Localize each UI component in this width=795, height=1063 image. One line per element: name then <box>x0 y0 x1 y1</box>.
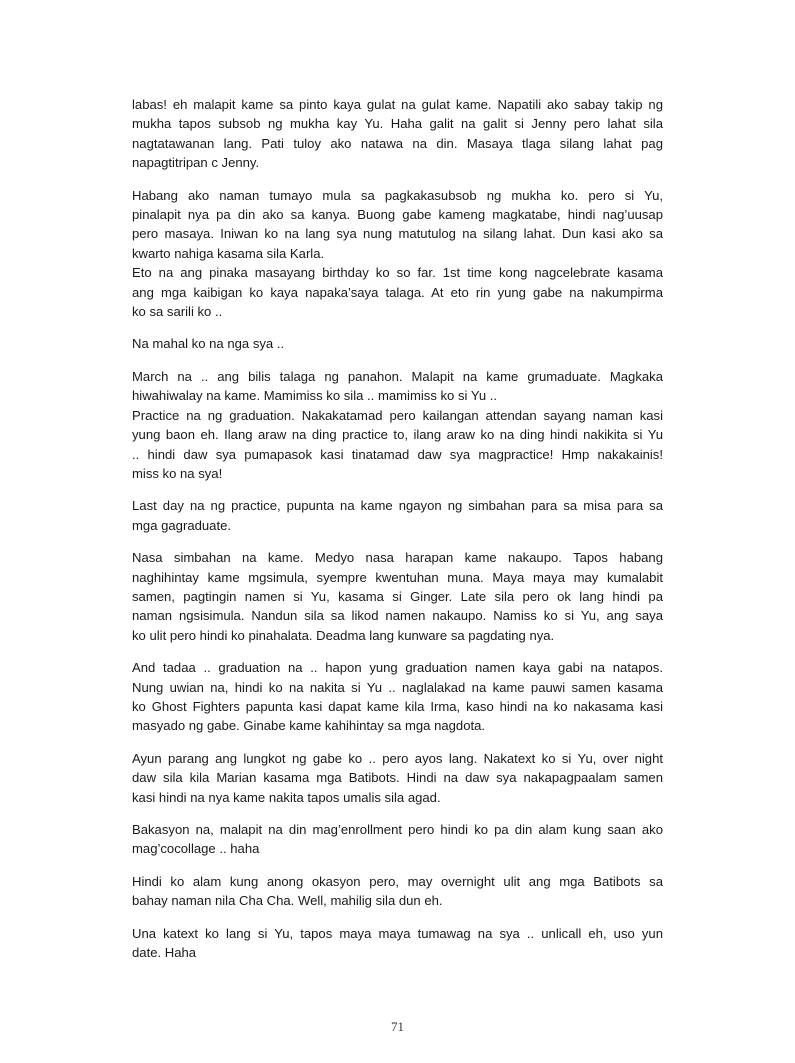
text-line: Na mahal ko na nga sya .. <box>132 336 285 352</box>
text-line: mag’cocollage .. haha <box>132 841 260 857</box>
text-line: Habang ako naman tumayo mula sa pagkakasubsob ng mukha ko. pero si Yu, <box>132 187 663 203</box>
text-line: Bakasyon na, malapit na din mag’enrollment pero hindi ko pa din alam kung saan ako <box>132 822 663 837</box>
text-line: Ayun parang ang lungkot ng gabe ko .. pero ayos lang. Nakatext ko si Yu, over night <box>132 750 663 766</box>
text-line: ang mga kaibigan ko kaya napaka’saya talaga. At eto rin yung gabe na nakumpirma <box>132 284 663 300</box>
text-line: Hindi ko alam kung anong okasyon pero, may overnight ulit ang mga Batibots sa <box>132 873 663 889</box>
text-line: date. Haha <box>132 945 197 961</box>
text-line: ko Ghost Fighters papunta kasi dapat kame kila Irma, kaso hindi na ko nakasama kasi <box>132 698 663 714</box>
text-line: Eto na ang pinaka masayang birthday ko so far. 1st time kong nagcelebrate kasama <box>132 265 663 281</box>
text-line: pero masaya. Iniwan ko na lang sya nung matutulog na silang lahat. Dun kasi ako sa <box>132 226 663 242</box>
text-line: ko sa sarili ko .. <box>132 304 223 320</box>
text-line: .. hindi daw sya pumapasok kasi tinatamad daw sya magpractice! Hmp nakakainis! <box>132 446 663 462</box>
text-line: masyado ng gabe. Ginabe kame kahihintay sa mga nagdota. <box>132 718 486 734</box>
text-line: miss ko na sya! <box>132 465 223 481</box>
text-line: ko ulit pero hindi ko pinahalata. Deadma lang kunware sa pagdating nya. <box>132 627 555 643</box>
text-line: And tadaa .. graduation na .. hapon yung graduation namen kaya gabi na natapos. <box>132 660 663 676</box>
page-number: 71 <box>391 1019 404 1034</box>
text-line: Practice na ng graduation. Nakakatamad pero kailangan attendan sayang naman kasi <box>132 407 663 423</box>
paragraph <box>132 872 663 911</box>
text-line: nagtatawanan lang. Pati tuloy ako natawa na din. Masaya tlaga silang lahat pag <box>132 135 663 151</box>
text-line: kwarto nahiga kasama sila Karla. <box>132 245 325 261</box>
paragraph <box>132 924 663 963</box>
text-line: samen, pagtingin namen si Yu, kasama si Ginger. Late sila pero ok lang hindi pa <box>132 588 663 604</box>
text-line: mga gagraduate. <box>132 517 232 533</box>
text-line: March na .. ang bilis talaga ng panahon. Malapit na kame grumaduate. Magkaka <box>132 368 663 384</box>
text-line: hiwahiwalay na kame. Mamimiss ko sila .. mamimiss ko si Yu .. <box>132 388 498 404</box>
text-line: bahay naman nila Cha Cha. Well, mahilig sila dun eh. <box>132 893 443 909</box>
page-body <box>132 95 663 975</box>
text-line: Una katext ko lang si Yu, tapos maya maya tumawag na sya .. unlicall eh, uso yun <box>132 925 663 941</box>
text-line: mukha tapos subsob ng mukha kay Yu. Haha galit na galit si Jenny pero lahat sila <box>132 116 663 132</box>
text-line: labas! eh malapit kame sa pinto kaya gulat na gulat kame. Napatili ako sabay takip ng <box>132 97 663 112</box>
text-line: yung baon eh. Ilang araw na ding practice to, ilang araw ko na ding hindi nakikita si Yu <box>132 427 663 443</box>
text-line: naman ngsisimula. Nandun sila sa likod namen nakaupo. Namiss ko si Yu, ang saya <box>132 608 663 624</box>
text-line: naghihintay kame mgsimula, syempre kwentuhan muna. Maya maya may kumalabit <box>132 569 663 585</box>
paragraph <box>132 658 663 736</box>
text-line: kasi hindi na nya kame nakita tapos umalis sila agad. <box>132 789 441 805</box>
paragraph <box>132 496 663 535</box>
text-line: Last day na ng practice, pupunta na kame ngayon ng simbahan para sa misa para sa <box>132 498 663 514</box>
text-line: napagtitripan c Jenny. <box>132 155 260 171</box>
text-line: daw sila kila Marian kasama mga Batibots. Hindi na daw sya nakapagpaalam samen <box>132 770 663 786</box>
paragraph <box>132 548 663 645</box>
paragraph <box>132 186 663 322</box>
paragraph <box>132 749 663 807</box>
text-line: pinalapit nya pa din ako sa kanya. Buong gabe kameng magkatabe, hindi nag’uusap <box>132 207 663 223</box>
paragraph <box>132 820 663 859</box>
paragraph <box>132 334 663 353</box>
paragraph <box>132 367 663 483</box>
text-line: Nung uwian na, hindi ko na nakita si Yu .. naglalakad na kame pauwi samen kasama <box>132 679 663 695</box>
text-line: Nasa simbahan na kame. Medyo nasa harapan kame nakaupo. Tapos habang <box>132 550 663 566</box>
paragraph <box>132 95 663 173</box>
